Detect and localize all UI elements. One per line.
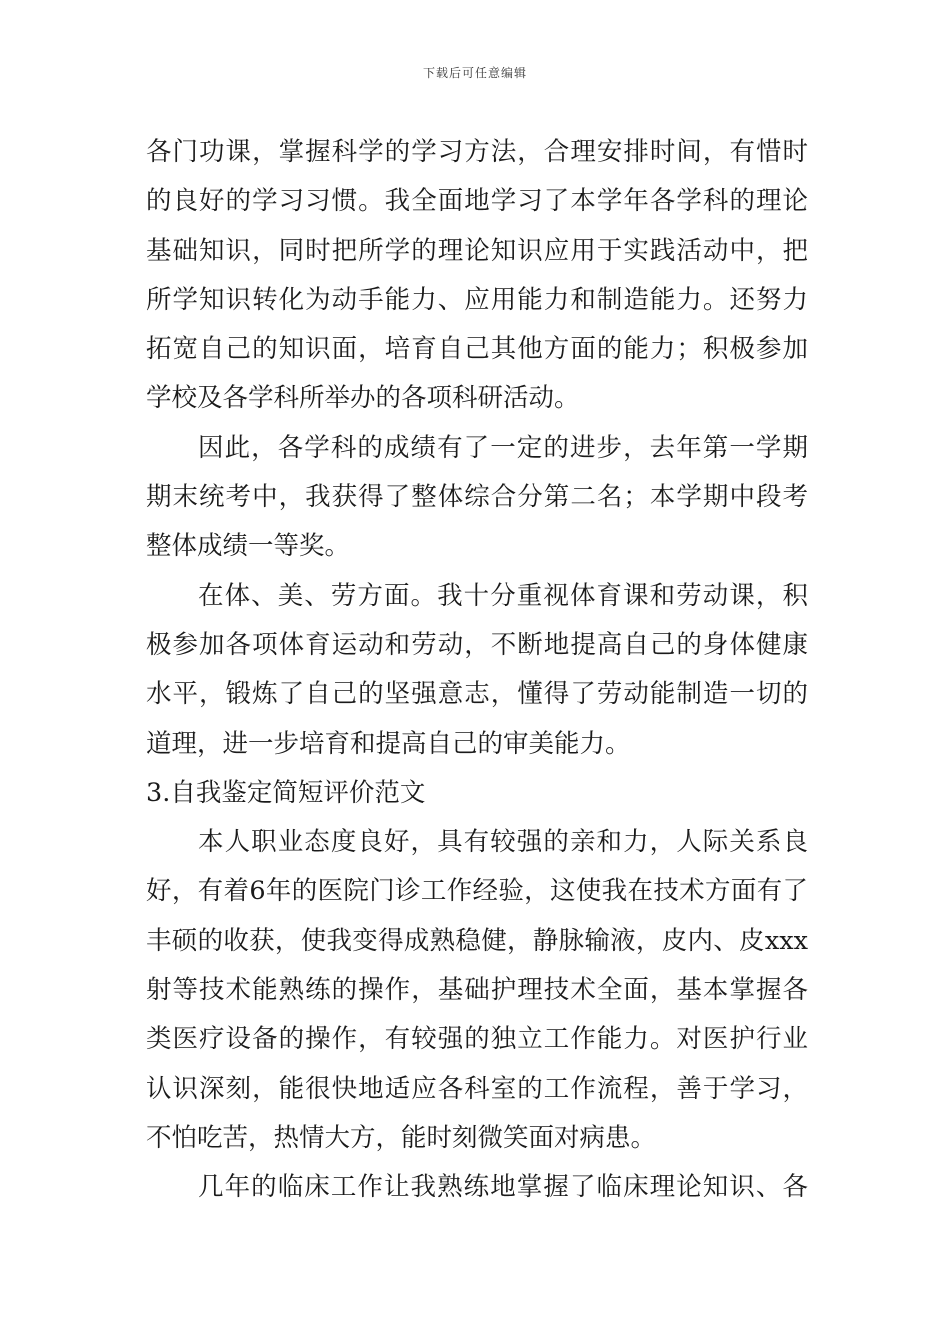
text-line: 射等技术能熟练的操作，基础护理技术全面，基本掌握各 (146, 975, 808, 1006)
text-line: 拓宽自己的知识面，培育自己其他方面的能力；积极参加 (146, 334, 808, 365)
section-heading: 3.自我鉴定简短评价范文 (146, 777, 426, 808)
page-header: 下载后可任意编辑 (422, 66, 527, 80)
text-line: 水平，锻炼了自己的坚强意志，懂得了劳动能制造一切的 (146, 679, 808, 710)
text-line: 本人职业态度良好，具有较强的亲和力，人际关系良 (198, 827, 808, 858)
text-line: 几年的临床工作让我熟练地掌握了临床理论知识、各 (198, 1172, 808, 1203)
text-line: 认识深刻，能很快地适应各科室的工作流程，善于学习， (146, 1073, 808, 1104)
text-line: 极参加各项体育运动和劳动，不断地提高自己的身体健康 (146, 629, 808, 660)
text-line: 丰硕的收获，使我变得成熟稳健，静脉输液，皮内、皮xxx (146, 925, 808, 956)
text-line: 所学知识转化为动手能力、应用能力和制造能力。还努力 (146, 284, 808, 315)
text-line: 在体、美、劳方面。我十分重视体育课和劳动课，积 (198, 580, 808, 611)
text-line: 不怕吃苦，热情大方，能时刻微笑面对病患。 (146, 1122, 657, 1153)
text-line: 学校及各学科所举办的各项科研活动。 (146, 383, 580, 414)
text-line: 好，有着6年的医院门诊工作经验，这使我在技术方面有了 (146, 876, 808, 907)
text-line: 道理，进一步培育和提高自己的审美能力。 (146, 728, 631, 759)
text-line: 因此，各学科的成绩有了一定的进步，去年第一学期 (198, 432, 808, 463)
text-line: 的良好的学习习惯。我全面地学习了本学年各学科的理论 (146, 186, 808, 217)
text-line: 整体成绩一等奖。 (146, 531, 351, 562)
text-line: 基础知识，同时把所学的理论知识应用于实践活动中，把 (146, 235, 808, 266)
document-body (146, 128, 808, 1213)
text-line: 类医疗设备的操作，有较强的独立工作能力。对医护行业 (146, 1024, 808, 1055)
text-line: 各门功课，掌握科学的学习方法，合理安排时间，有惜时 (146, 137, 808, 167)
text-line: 期末统考中，我获得了整体综合分第二名；本学期中段考 (146, 482, 808, 513)
